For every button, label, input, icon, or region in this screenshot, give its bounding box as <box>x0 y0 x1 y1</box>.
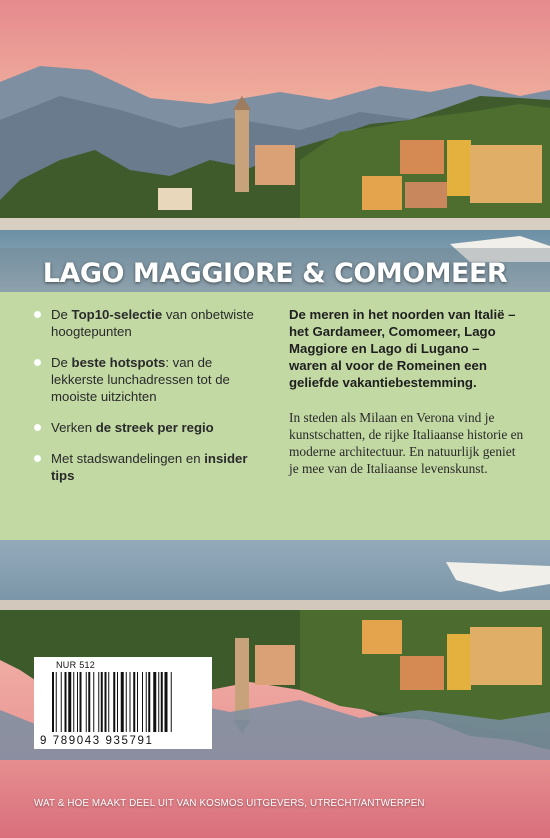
barcode-bar <box>133 672 135 732</box>
barcode-bar <box>108 672 109 732</box>
barcode-bar <box>113 672 115 732</box>
barcode-bar <box>105 672 107 732</box>
barcode-bar <box>88 672 90 732</box>
barcode-bar <box>161 672 163 732</box>
feature-item: Verken de streek per regio <box>34 419 264 436</box>
barcode-bar <box>56 672 57 732</box>
feature-item: De beste hotspots: van de lekkerste lunchadressen tot de mooiste uitzichten <box>34 354 264 405</box>
cover-photo-top <box>0 0 550 292</box>
barcode-bar <box>171 672 172 732</box>
intro-paragraph: De meren in het noorden van Italië – het Gardameer, Comomeer, Lago Maggiore en Lago di Lugano – waren al voor de Romeinen een geliefde vakantiebestemming. <box>289 307 516 390</box>
barcode-bar <box>130 672 131 732</box>
barcode-bar <box>158 672 159 732</box>
feature-item: De Top10-selectie van onbetwiste hoogtepunten <box>34 306 264 340</box>
barcode-bar <box>80 672 82 732</box>
barcode-bar <box>73 672 74 732</box>
feature-list <box>34 306 264 498</box>
barcode-bar <box>93 672 94 732</box>
barcode-bar <box>68 672 71 732</box>
cover-title: LAGO MAGGIORE & COMOMEER <box>42 258 508 289</box>
barcode-bar <box>146 672 147 732</box>
barcode-bar <box>126 672 127 732</box>
publisher-footer: WAT & HOE MAAKT DEEL UIT VAN KOSMOS UITGEVERS, UTRECHT/ANTWERPEN <box>34 798 425 809</box>
barcode-bar <box>117 672 118 732</box>
barcode-bar <box>148 672 150 732</box>
barcode-bar <box>137 672 138 732</box>
barcode-bar <box>153 672 156 732</box>
barcode-bar <box>98 672 99 732</box>
body-paragraph: In steden als Milaan en Verona vind je kunstschatten, de rijke Italiaanse historie en moderne architectuur. En natuurlijk geniet je mee van de Italiaanse levenskunst. <box>289 410 524 476</box>
barcode-icon <box>52 672 202 732</box>
barcode-bar <box>65 672 67 732</box>
barcode-bar <box>77 672 78 732</box>
barcode-bar <box>61 672 62 732</box>
nur-code: NUR 512 <box>56 660 96 670</box>
barcode-bar <box>121 672 124 732</box>
barcode-bar <box>101 672 103 732</box>
feature-item: Met stadswandelingen en insider tips <box>34 450 264 484</box>
isbn-number: 9 789043 935791 <box>40 735 154 747</box>
barcode-bar <box>165 672 168 732</box>
barcode-bar <box>52 672 54 732</box>
barcode-bar <box>142 672 143 732</box>
lake-scene-illustration <box>0 0 550 292</box>
barcode-bar <box>86 672 87 732</box>
